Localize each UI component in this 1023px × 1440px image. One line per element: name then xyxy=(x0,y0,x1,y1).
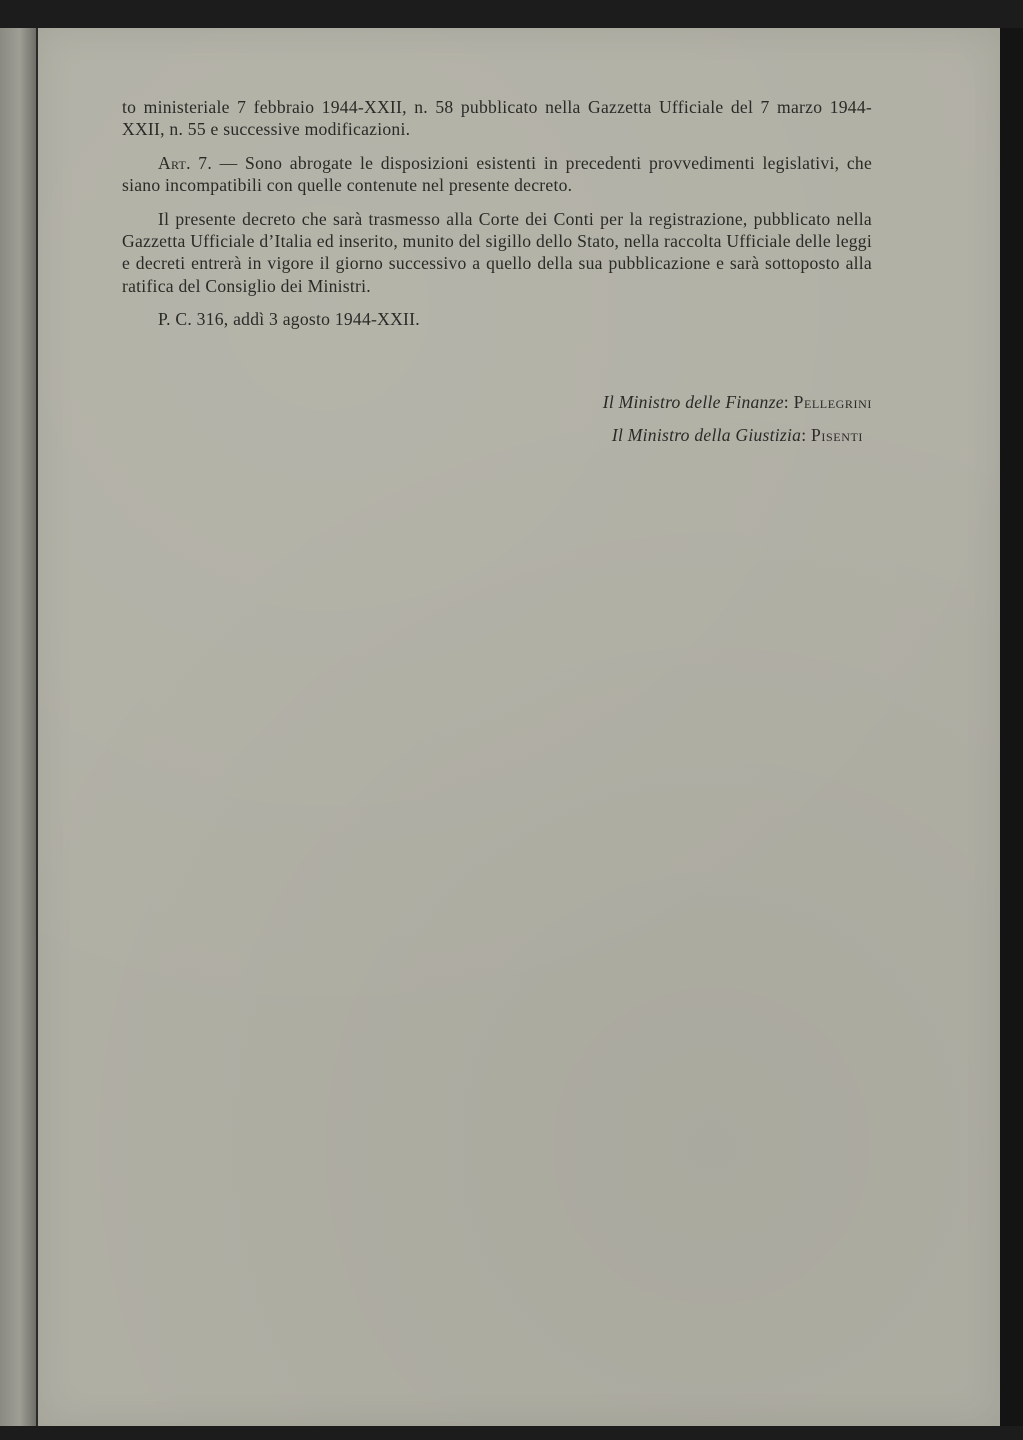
signature-role: Il Ministro delle Finanze xyxy=(602,392,784,412)
signature-name: Pellegrini xyxy=(793,392,872,412)
previous-page-edge xyxy=(0,28,38,1426)
signature-justice-minister xyxy=(612,425,863,446)
enactment-paragraph: Il presente decreto che sarà trasmesso alla Corte dei Conti per la registrazione, pubblicato nella Gazzetta Ufficiale d’Italia ed inserito, munito del sigillo dello Stato, nella raccolta Ufficiale delle leggi e decreti entrerà in vigore il giorno successivo a quello della sua pubblicazione e sarà sottoposto alla ratifica del Consiglio dei Ministri. xyxy=(122,208,872,296)
decree-text xyxy=(122,96,872,331)
signature-finance-minister xyxy=(603,392,872,413)
article-7-paragraph xyxy=(122,152,872,197)
signature-role: Il Ministro della Giustizia xyxy=(611,425,802,445)
signature-separator: : xyxy=(801,425,812,445)
signature-name: Pisenti xyxy=(811,425,863,445)
continuation-paragraph: to ministeriale 7 febbraio 1944-XXII, n. 58 pubblicato nella Gazzetta Ufficiale del 7 marzo 1944-XXII, n. 55 e successive modificazioni. xyxy=(122,97,872,140)
scan-border xyxy=(1000,28,1023,1426)
article-text: — Sono abrogate le disposizioni esistenti in precedenti provvedimenti legislativi, che siano incompatibili con quelle contenute nel presente decreto. xyxy=(122,152,873,196)
signature-separator: : xyxy=(783,392,794,412)
article-label: Art. 7. xyxy=(158,152,213,173)
place-date-line: P. C. 316, addì 3 agosto 1944-XXII. xyxy=(158,309,420,330)
